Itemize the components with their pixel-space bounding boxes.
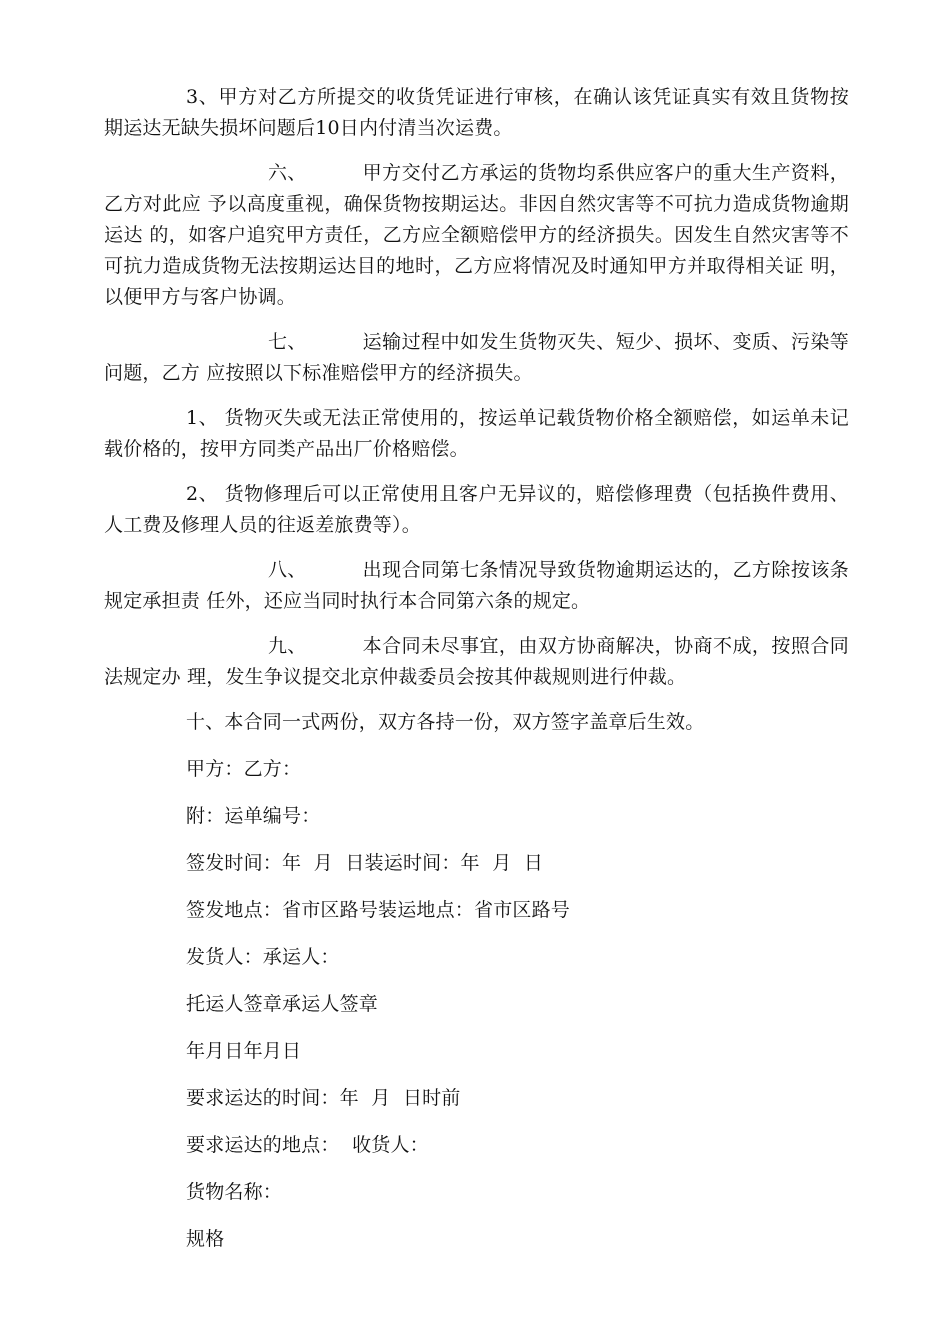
clause-7-item-2-text: 2、 货物修理后可以正常使用且客户无异议的，赔偿修理费（包括换件费用、人工费及修理人员的往返差旅费等）。 bbox=[104, 483, 849, 536]
clause-7-item-1-text: 1、 货物灭失或无法正常使用的，按运单记载货物价格全额赔偿，如运单未记载价格的，按甲方同类产品出厂价格赔偿。 bbox=[104, 407, 849, 460]
parties-line: 甲方：乙方： bbox=[186, 758, 302, 780]
clause-8-text: 出现合同第七条情况导致货物逾期运达的，乙方除按该条规定承担责 任外，还应当同时执行本合同第六条的规定。 bbox=[104, 559, 849, 612]
goods-spec-line: 规格 bbox=[186, 1228, 225, 1250]
clause-7-text: 运输过程中如发生货物灭失、短少、损坏、变质、污染等问题，乙方 应按照以下标准赔偿甲方的经济损失。 bbox=[104, 331, 849, 384]
issue-place-line: 签发地点：省市区路号装运地点：省市区路号 bbox=[186, 899, 571, 921]
contract-page bbox=[104, 82, 849, 1271]
waybill-number-line: 附：运单编号： bbox=[186, 805, 321, 827]
shipper-carrier-line: 发货人：承运人： bbox=[186, 946, 340, 968]
clause-6-number: 六、 bbox=[268, 162, 307, 184]
clause-9 bbox=[104, 631, 849, 693]
issue-time-line: 签发时间：年 月 日装运时间：年 月 日 bbox=[186, 852, 544, 874]
signature-line: 托运人签章承运人签章 bbox=[186, 993, 379, 1015]
clause-3-text: 3、甲方对乙方所提交的收货凭证进行审核，在确认该凭证真实有效且货物按期运达无缺失损坏问题后10日内付清当次运费。 bbox=[104, 86, 849, 139]
clause-8 bbox=[104, 555, 849, 617]
clause-3 bbox=[104, 82, 849, 144]
clause-6-text: 甲方交付乙方承运的货物均系供应客户的重大生产资料，乙方对此应 予以高度重视，确保货物按期运达。非因自然灾害等不可抗力造成货物逾期运达 的，如客户追究甲方责任，乙方应全额赔偿甲方的经济损失。因发生自然灾害等不 可抗力造成货物无法按期运达目的地时，乙方应将情况及时通知甲方并取得相关证 明，以便甲方与客户协调。 bbox=[104, 162, 849, 308]
clause-10: 十、本合同一式两份，双方各持一份，双方签字盖章后生效。 bbox=[186, 711, 705, 733]
goods-name-line: 货物名称： bbox=[186, 1181, 283, 1203]
clause-9-text: 本合同未尽事宜，由双方协商解决，协商不成，按照合同法规定办 理，发生争议提交北京仲裁委员会按其仲裁规则进行仲裁。 bbox=[104, 635, 849, 688]
signature-dates-line: 年月日年月日 bbox=[186, 1040, 302, 1062]
clause-8-number: 八、 bbox=[268, 559, 307, 581]
delivery-deadline-line: 要求运达的时间：年 月 日时前 bbox=[186, 1087, 461, 1109]
clause-9-number: 九、 bbox=[268, 635, 307, 657]
clause-7 bbox=[104, 327, 849, 389]
delivery-destination-line: 要求运达的地点： 收货人： bbox=[186, 1134, 429, 1156]
clause-6 bbox=[104, 158, 849, 313]
clause-7-number: 七、 bbox=[268, 331, 307, 353]
clause-7-item-1 bbox=[104, 403, 849, 465]
clause-7-item-2 bbox=[104, 479, 849, 541]
